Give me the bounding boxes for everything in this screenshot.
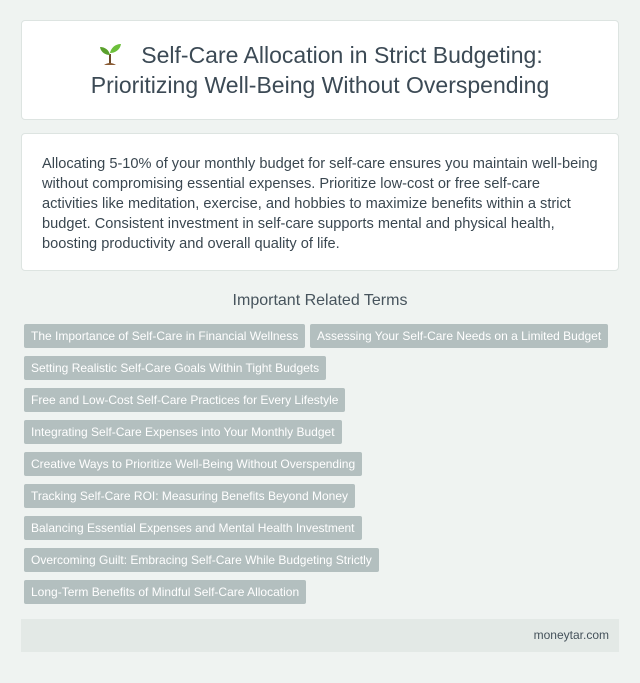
term-tag[interactable]: Integrating Self-Care Expenses into Your Monthly Budget: [24, 420, 342, 444]
footer-site-link[interactable]: moneytar.com: [533, 628, 609, 642]
term-tag[interactable]: Long-Term Benefits of Mindful Self-Care Allocation: [24, 580, 306, 604]
term-tag[interactable]: Overcoming Guilt: Embracing Self-Care While Budgeting Strictly: [24, 548, 379, 572]
page-title: [91, 40, 550, 100]
title-line-1: Self-Care Allocation in Strict Budgeting:: [141, 42, 543, 68]
summary-text: Allocating 5-10% of your monthly budget for self-care ensures you maintain well-being without compromising essential expenses. Prioritize low-cost or free self-care activities like meditation, exercise, and hobbies to maximize benefits within a strict budget. Consistent investment in self-care supports mental and physical health, boosting productivity and overall quality of life.: [42, 156, 598, 252]
term-tag[interactable]: Assessing Your Self-Care Needs on a Limited Budget: [310, 324, 608, 348]
title-card: [21, 20, 619, 120]
term-tag[interactable]: Free and Low-Cost Self-Care Practices for Every Lifestyle: [24, 388, 345, 412]
term-tag[interactable]: Setting Realistic Self-Care Goals Within Tight Budgets: [24, 356, 326, 380]
summary-card: [21, 133, 619, 271]
term-tag[interactable]: Creative Ways to Prioritize Well-Being Without Overspending: [24, 452, 362, 476]
title-line-2: Prioritizing Well-Being Without Overspending: [90, 72, 550, 98]
related-terms-heading: Important Related Terms: [232, 292, 408, 309]
footer-bar: [21, 619, 619, 652]
term-tag[interactable]: The Importance of Self-Care in Financial Wellness: [24, 324, 305, 348]
sprout-icon: [97, 42, 123, 66]
term-tag[interactable]: Balancing Essential Expenses and Mental Health Investment: [24, 516, 362, 540]
term-tag[interactable]: Tracking Self-Care ROI: Measuring Benefits Beyond Money: [24, 484, 355, 508]
